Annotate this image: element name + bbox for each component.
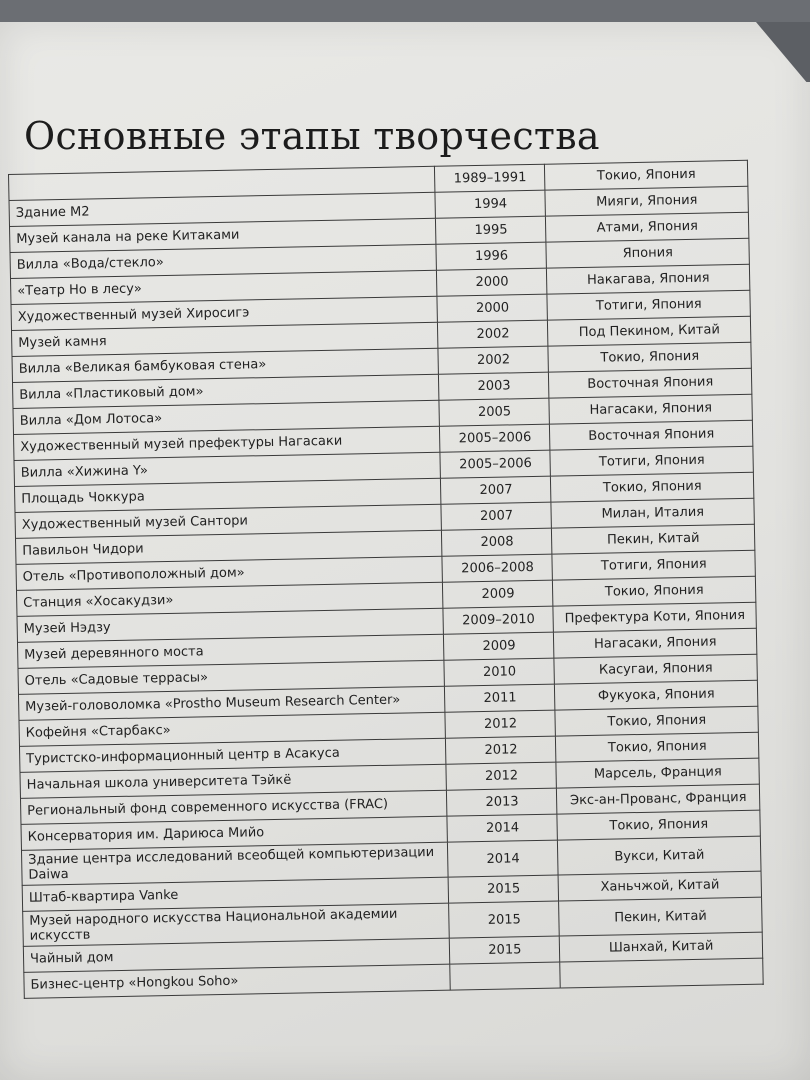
work-name-cell: Художественный музей Хиросигэ [11,296,438,330]
location-cell: Шанхай, Китай [560,932,763,962]
year-cell: 2009 [444,632,554,660]
work-name-cell: Туристско-информационный центр в Асакуса [19,738,446,772]
location-cell: Восточная Япония [550,420,753,450]
work-name-cell: Отель «Садовые террасы» [18,660,445,694]
year-cell: 2014 [447,814,557,842]
work-name-cell: Здание М2 [9,192,436,226]
location-cell: Экс-ан-Прованс, Франция [557,784,760,814]
location-cell: Токио, Япония [545,160,748,190]
work-name-cell: Начальная школа университета Тэйкё [20,764,447,798]
location-cell: Касугаи, Япония [554,654,757,684]
work-name-cell: Станция «Хосакудзи» [16,582,443,616]
year-cell: 2002 [438,346,548,374]
location-cell: Фукуока, Япония [555,680,758,710]
work-name-cell: Павильон Чидори [15,530,442,564]
work-name-cell: Музей Нэдзу [17,608,444,642]
work-name-cell: Вилла «Великая бамбуковая стена» [12,348,439,382]
location-cell: Тотиги, Япония [547,290,750,320]
location-cell: Нагасаки, Япония [549,394,752,424]
location-cell: Токио, Япония [557,810,760,840]
location-cell: Префектура Коти, Япония [553,602,756,632]
work-name-cell: Площадь Чоккура [14,478,441,512]
works-table [8,160,764,999]
location-cell: Милан, Италия [551,498,754,528]
location-cell: Тотиги, Япония [550,446,753,476]
year-cell: 2005–2006 [440,424,550,452]
year-cell: 2005 [439,398,549,426]
location-cell: Нагасаки, Япония [554,628,757,658]
work-name-cell: Штаб-квартира Vanke [22,877,449,911]
year-cell: 2006–2008 [442,554,552,582]
work-name-cell: Отель «Противоположный дом» [16,556,443,590]
location-cell: Пекин, Китай [559,897,762,936]
work-name-cell: Здание центра исследований всеобщей компьютеризации Daiwa [21,842,448,885]
year-cell: 2000 [437,268,547,296]
location-cell: Накагава, Япония [547,264,750,294]
location-cell: Токио, Япония [553,576,756,606]
location-cell: Под Пекином, Китай [548,316,751,346]
work-name-cell: Бизнес-центр «Hongkou Soho» [24,964,451,998]
year-cell: 2013 [447,788,557,816]
year-cell: 2014 [448,840,559,877]
year-cell: 2007 [441,476,551,504]
year-cell: 2011 [445,684,555,712]
work-name-cell: Художественный музей Сантори [15,504,442,538]
location-cell: Токио, Япония [548,342,751,372]
year-cell: 1995 [436,216,546,244]
page-title: Основные этапы творчества [24,114,600,158]
location-cell: Токио, Япония [556,732,759,762]
works-table-body [9,160,764,998]
year-cell: 2012 [445,710,555,738]
year-cell: 2007 [441,502,551,530]
year-cell: 2015 [449,875,559,903]
work-name-cell: Вилла «Дом Лотоса» [13,400,440,434]
year-cell: 2009–2010 [443,606,553,634]
work-name-cell: Музей камня [12,322,439,356]
location-cell: Токио, Япония [551,472,754,502]
year-cell: 2002 [438,320,548,348]
work-name-cell: Консерватория им. Дариюса Мийо [21,816,448,850]
year-cell: 2010 [444,658,554,686]
location-cell: Марсель, Франция [556,758,759,788]
location-cell: Восточная Япония [549,368,752,398]
year-cell: 2005–2006 [440,450,550,478]
book-page [0,22,810,1080]
year-cell: 2009 [443,580,553,608]
location-cell: Токио, Япония [555,706,758,736]
year-cell: 2003 [439,372,549,400]
work-name-cell: Вилла «Хижина Y» [14,452,441,486]
location-cell [560,958,763,988]
work-name-cell: «Театр Но в лесу» [11,270,438,304]
work-name-cell: Региональный фонд современного искусства (FRAC) [20,790,447,824]
work-name-cell: Чайный дом [23,938,450,972]
year-cell: 1989–1991 [435,164,545,192]
year-cell: 2015 [450,936,560,964]
work-name-cell: Кофейня «Старбакс» [19,712,446,746]
work-name-cell: Вилла «Пластиковый дом» [13,374,440,408]
location-cell: Вукси, Китай [558,836,761,875]
year-cell [450,962,560,990]
work-name-cell: Вилла «Вода/стекло» [10,244,437,278]
year-cell: 1994 [435,190,545,218]
work-name-cell: Музей народного искусства Национальной академии искусств [23,903,450,946]
location-cell: Япония [546,238,749,268]
page-corner-shadow [720,22,810,82]
work-name-cell: Музей деревянного моста [17,634,444,668]
location-cell: Пекин, Китай [552,524,755,554]
location-cell: Тотиги, Япония [552,550,755,580]
work-name-cell: Музей канала на реке Китаками [10,218,437,252]
year-cell: 2008 [442,528,552,556]
work-name-cell: Музей-головоломка «Prostho Museum Research Center» [18,686,445,720]
location-cell: Мияги, Япония [545,186,748,216]
year-cell: 2000 [437,294,547,322]
year-cell: 2015 [449,901,560,938]
location-cell: Атами, Япония [546,212,749,242]
year-cell: 2012 [446,736,556,764]
year-cell: 1996 [436,242,546,270]
location-cell: Ханьчжой, Китай [558,871,761,901]
year-cell: 2012 [446,762,556,790]
work-name-cell: Художественный музей префектуры Нагасаки [14,426,441,460]
